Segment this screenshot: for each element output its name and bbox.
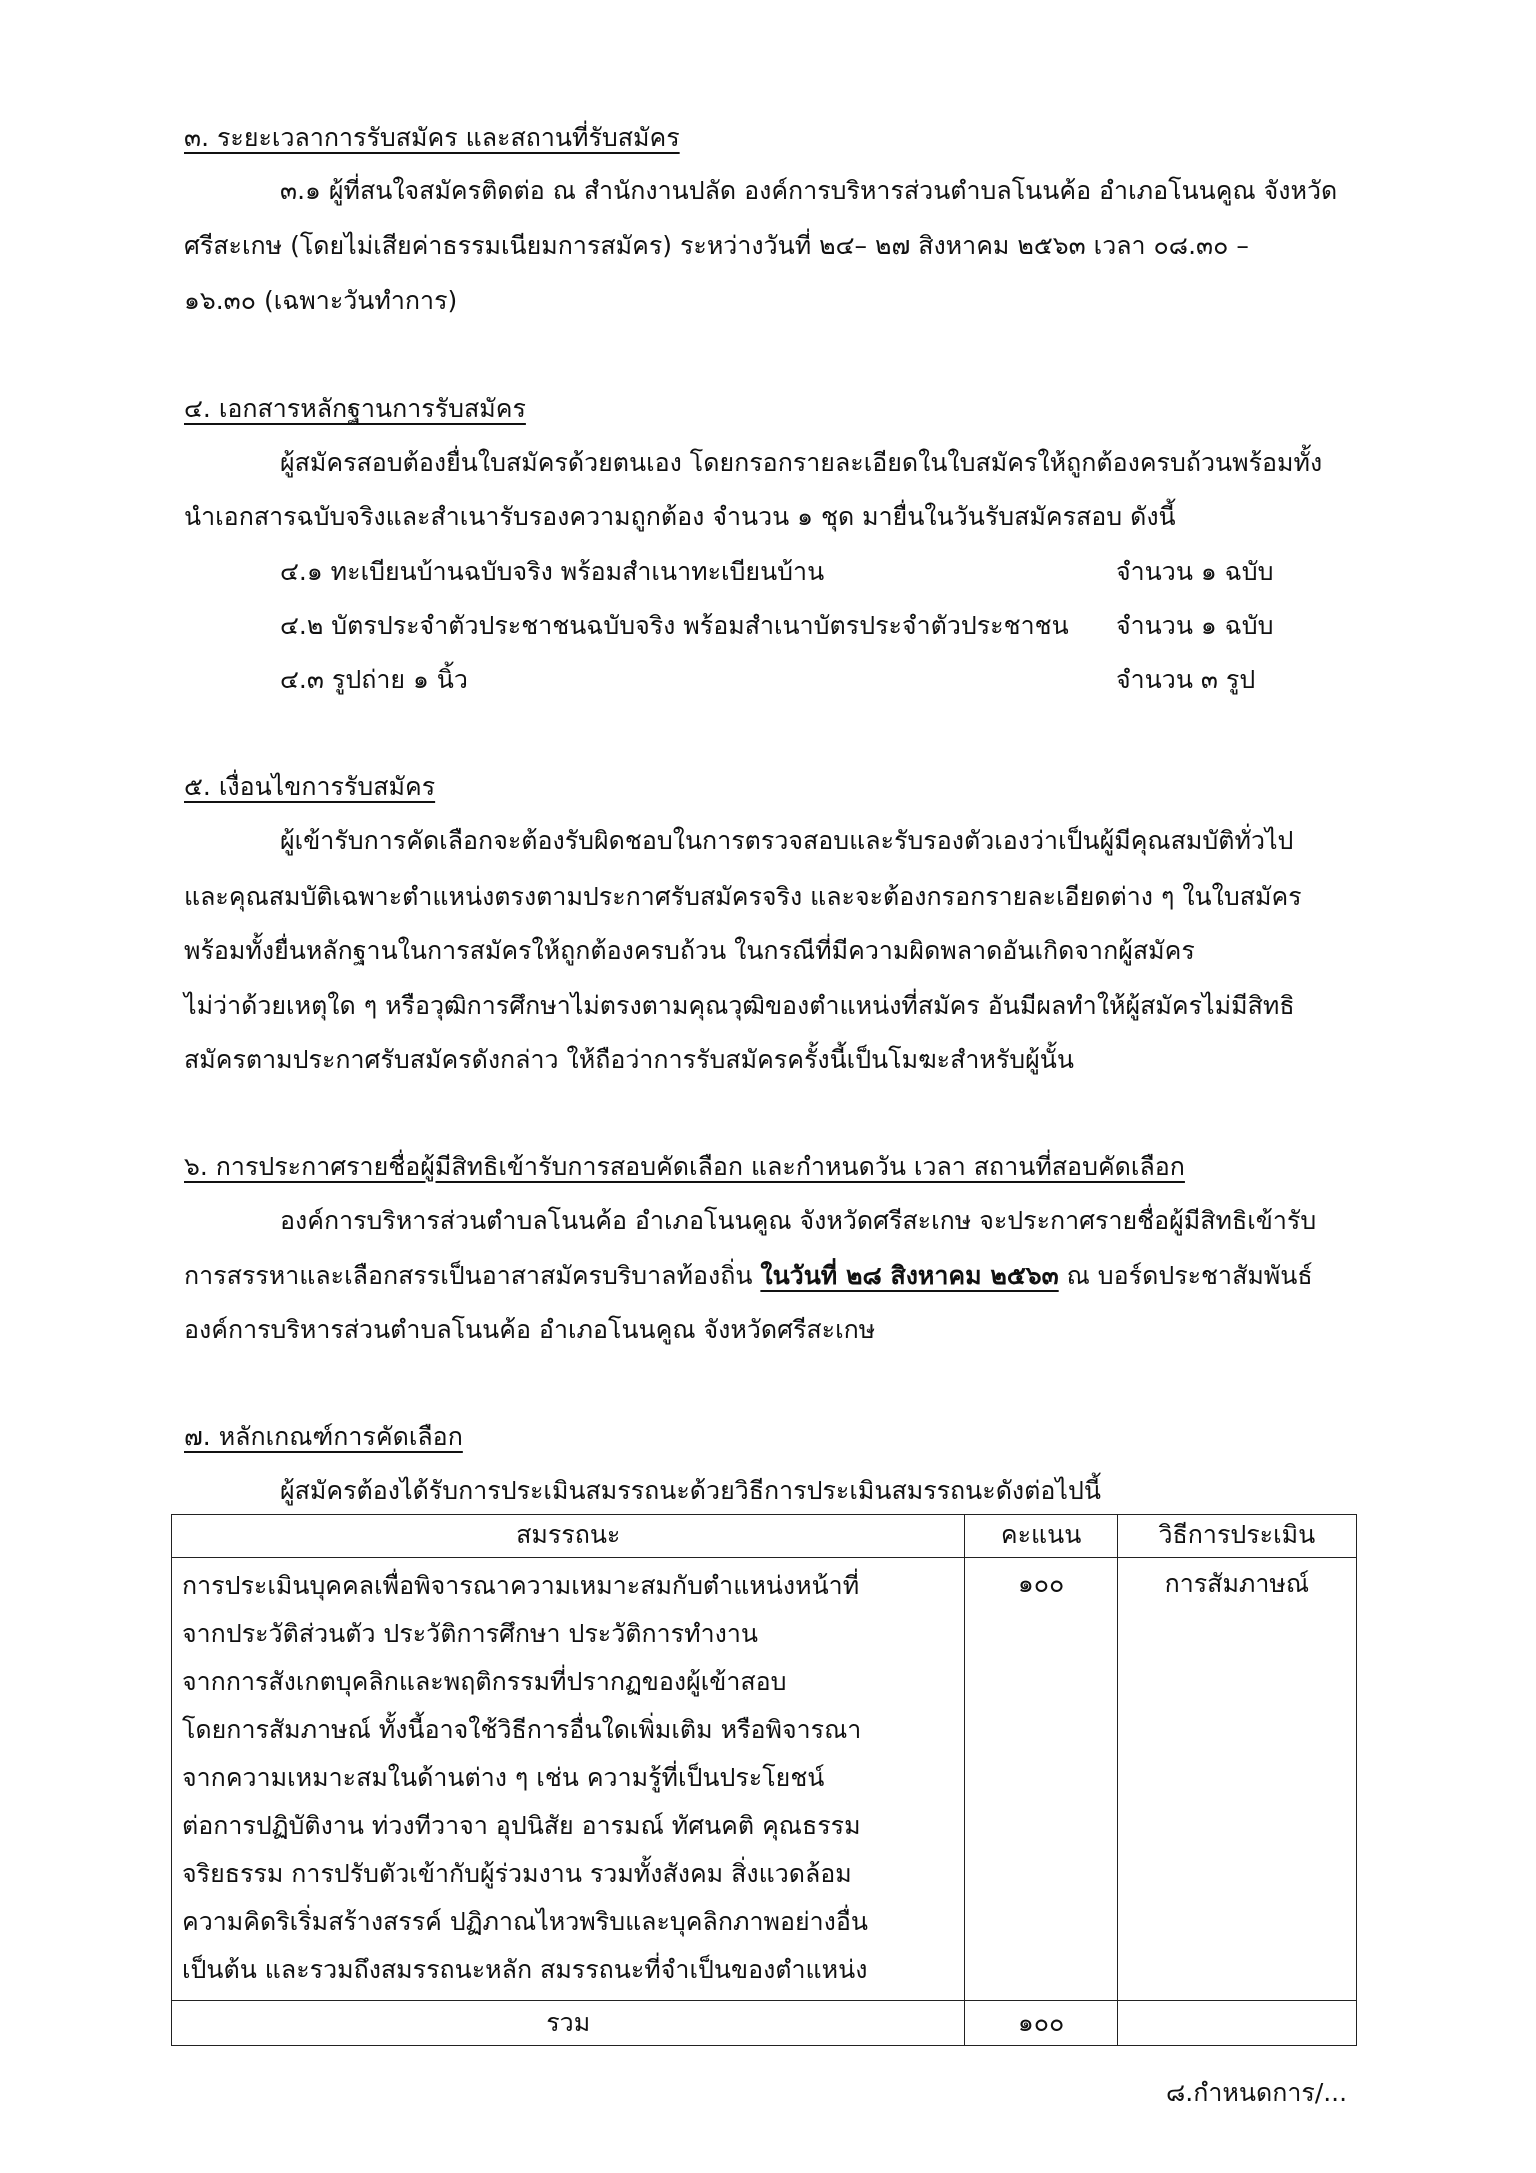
section-5-line-5: สมัครตามประกาศรับสมัครดังกล่าว ให้ถือว่าการรับสมัครครั้งนี้เป็นโมฆะสำหรับผู้นั้น: [184, 1045, 1074, 1074]
section-6-line-3: องค์การบริหารส่วนตำบลโนนค้อ อำเภอโนนคูณ จังหวัดศรีสะเกษ: [184, 1315, 876, 1344]
section-3-line-1: ๓.๑ ผู้ที่สนใจสมัครติดต่อ ณ สำนักงานปลัด องค์การบริหารส่วนตำบลโนนค้อ อำเภอโนนคูณ จังหวัด: [280, 176, 1338, 205]
document-item-label: ๔.๑ ทะเบียนบ้านฉบับจริง พร้อมสำเนาทะเบียนบ้าน: [280, 557, 825, 586]
continuation-footer: ๘.กำหนดการ/...: [1166, 2078, 1348, 2107]
document-item-qty: จำนวน ๑ ฉบับ: [1116, 557, 1274, 586]
section-6-line-2: [184, 1259, 1313, 1293]
document-item-label: ๔.๓ รูปถ่าย ๑ นิ้ว: [280, 665, 468, 694]
description-line: ต่อการปฏิบัติงาน ท่วงทีวาจา อุปนิสัย อารมณ์ ทัศนคติ คุณธรรม: [182, 1811, 861, 1840]
description-line: จริยธรรม การปรับตัวเข้ากับผู้ร่วมงาน รวมทั้งสังคม สิ่งแวดล้อม: [182, 1859, 852, 1888]
document-item-qty: จำนวน ๑ ฉบับ: [1116, 611, 1274, 640]
announcement-date: ในวันที่ ๒๘ สิงหาคม ๒๕๖๓: [760, 1261, 1059, 1290]
section-3-heading: ๓. ระยะเวลาการรับสมัคร และสถานที่รับสมัคร: [184, 123, 680, 152]
section-7-heading: ๗. หลักเกณฑ์การคัดเลือก: [184, 1422, 463, 1451]
section-5-line-3: พร้อมทั้งยื่นหลักฐานในการสมัครให้ถูกต้องครบถ้วน ในกรณีที่มีความผิดพลาดอันเกิดจากผู้สมัคร: [184, 936, 1195, 965]
section-3-line-3: ๑๖.๓๐ (เฉพาะวันทำการ): [184, 286, 458, 315]
section-4-line-2: นำเอกสารฉบับจริงและสำเนารับรองความถูกต้อง จำนวน ๑ ชุด มายื่นในวันรับสมัครสอบ ดังนี้: [184, 502, 1176, 531]
section-6-line-2-tail: ณ บอร์ดประชาสัมพันธ์: [1058, 1261, 1313, 1290]
description-line: จากความเหมาะสมในด้านต่าง ๆ เช่น ความรู้ที่เป็นประโยชน์: [182, 1763, 825, 1792]
section-5-line-4: ไม่ว่าด้วยเหตุใด ๆ หรือวุฒิการศึกษาไม่ตรงตามคุณวุฒิของตำแหน่งที่สมัคร อันมีผลทำให้ผู้สมัครไม่มีสิทธิ: [184, 991, 1295, 1020]
section-4-line-1: ผู้สมัครสอบต้องยื่นใบสมัครด้วยตนเอง โดยกรอกรายละเอียดในใบสมัครให้ถูกต้องครบถ้วนพร้อมทั้ง: [280, 448, 1323, 477]
competency-description: [172, 1558, 965, 2001]
total-score: ๑๐๐: [965, 2001, 1117, 2046]
section-7-intro: ผู้สมัครต้องได้รับการประเมินสมรรถนะด้วยวิธีการประเมินสมรรถนะดังต่อไปนี้: [280, 1476, 1101, 1505]
description-line: โดยการสัมภาษณ์ ทั้งนี้อาจใช้วิธีการอื่นใดเพิ่มเติม หรือพิจารณา: [182, 1715, 862, 1744]
header-competency: สมรรถนะ: [172, 1515, 965, 1558]
section-6-heading: ๖. การประกาศรายชื่อผู้มีสิทธิเข้ารับการสอบคัดเลือก และกำหนดวัน เวลา สถานที่สอบคัดเลือก: [184, 1152, 1185, 1181]
header-method: วิธีการประเมิน: [1117, 1515, 1356, 1558]
total-label: รวม: [172, 2001, 965, 2046]
total-method-empty: [1117, 2001, 1356, 2046]
document-item-label: ๔.๒ บัตรประจำตัวประชาชนฉบับจริง พร้อมสำเนาบัตรประจำตัวประชาชน: [280, 611, 1069, 640]
document-item-qty: จำนวน ๓ รูป: [1116, 665, 1256, 694]
table-total-row: [172, 2001, 1357, 2046]
section-5-heading: ๕. เงื่อนไขการรับสมัคร: [184, 772, 436, 801]
section-5-line-2: และคุณสมบัติเฉพาะตำแหน่งตรงตามประกาศรับสมัครจริง และจะต้องกรอกรายละเอียดต่าง ๆ ในใบสมัคร: [184, 882, 1302, 911]
table-row: [172, 1558, 1357, 2001]
method-cell: การสัมภาษณ์: [1117, 1558, 1356, 2001]
section-4-heading: ๔. เอกสารหลักฐานการรับสมัคร: [184, 394, 526, 423]
header-score: คะแนน: [965, 1515, 1117, 1558]
description-line: จากการสังเกตบุคลิกและพฤติกรรมที่ปรากฏของผู้เข้าสอบ: [182, 1667, 787, 1696]
section-3-line-2: ศรีสะเกษ (โดยไม่เสียค่าธรรมเนียมการสมัคร) ระหว่างวันที่ ๒๔– ๒๗ สิงหาคม ๒๕๖๓ เวลา ๐๘.๓๐ –: [184, 231, 1249, 260]
description-line: ความคิดริเริ่มสร้างสรรค์ ปฏิภาณไหวพริบและบุคลิกภาพอย่างอื่น: [182, 1907, 868, 1936]
competency-table: [171, 1514, 1357, 2046]
description-line: จากประวัติส่วนตัว ประวัติการศึกษา ประวัติการทำงาน: [182, 1619, 758, 1648]
section-5-line-1: ผู้เข้ารับการคัดเลือกจะต้องรับผิดชอบในการตรวจสอบและรับรองตัวเองว่าเป็นผู้มีคุณสมบัติทั่วไป: [280, 826, 1294, 855]
description-line: การประเมินบุคคลเพื่อพิจารณาความเหมาะสมกับตำแหน่งหน้าที่: [182, 1571, 860, 1600]
section-6-line-1: องค์การบริหารส่วนตำบลโนนค้อ อำเภอโนนคูณ จังหวัดศรีสะเกษ จะประกาศรายชื่อผู้มีสิทธิเข้ารับ: [280, 1206, 1317, 1235]
table-header-row: [172, 1515, 1357, 1558]
section-6-line-2-text: การสรรหาและเลือกสรรเป็นอาสาสมัครบริบาลท้องถิ่น: [184, 1261, 761, 1290]
score-cell: ๑๐๐: [965, 1558, 1117, 2001]
description-line: เป็นต้น และรวมถึงสมรรถนะหลัก สมรรถนะที่จำเป็นของตำแหน่ง: [182, 1955, 868, 1984]
